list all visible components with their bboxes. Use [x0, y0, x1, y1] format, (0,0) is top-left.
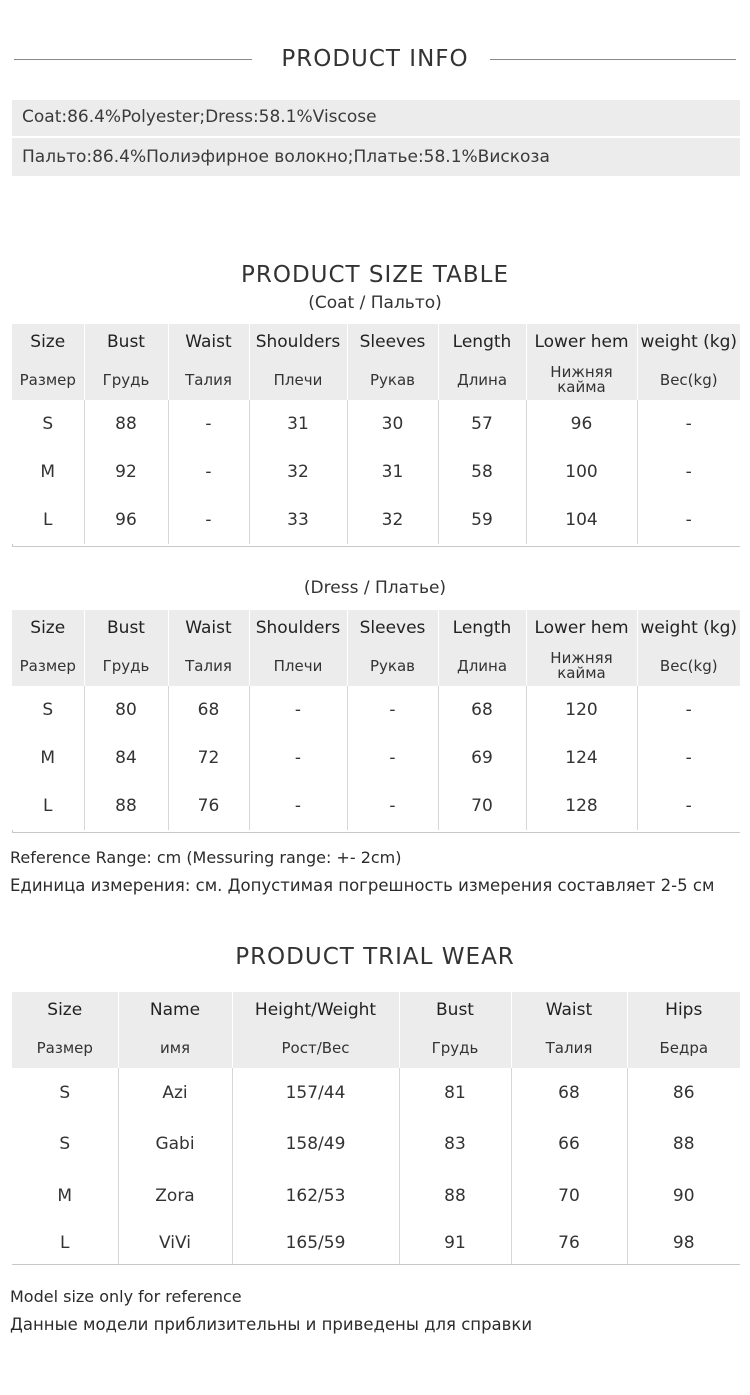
- table-cell: -: [168, 496, 249, 544]
- trial-header-en: [12, 992, 740, 1028]
- table-cell: 165/59: [232, 1222, 399, 1264]
- column-header: Waist: [511, 992, 627, 1028]
- column-header: Sleeves: [347, 610, 438, 646]
- table-cell: 80: [84, 686, 168, 734]
- table-cell: ViVi: [118, 1222, 232, 1264]
- table-cell: 88: [399, 1170, 511, 1222]
- table-cell: -: [249, 734, 347, 782]
- table-cell: 124: [526, 734, 637, 782]
- column-header: Bust: [84, 324, 168, 360]
- dress-header-ru: [12, 646, 740, 686]
- column-header-ru: Плечи: [249, 646, 347, 686]
- table-cell: 104: [526, 496, 637, 544]
- column-header: Name: [118, 992, 232, 1028]
- composition-ru: Пальто:86.4%Полиэфирное волокно;Платье:58.1%Вискоза: [12, 138, 740, 176]
- table-cell: 31: [347, 448, 438, 496]
- table-cell: 59: [438, 496, 526, 544]
- column-header: Bust: [399, 992, 511, 1028]
- table-cell: 84: [84, 734, 168, 782]
- dress-header-en: [12, 610, 740, 646]
- table-cell: 158/49: [232, 1118, 399, 1170]
- column-header: Lower hem: [526, 610, 637, 646]
- column-header-ru: Талия: [168, 646, 249, 686]
- table-row: [12, 448, 740, 496]
- column-header-ru: Бедра: [627, 1028, 740, 1068]
- table-cell: 88: [84, 400, 168, 448]
- table-cell: -: [168, 400, 249, 448]
- table-cell: 69: [438, 734, 526, 782]
- table-cell: S: [12, 686, 84, 734]
- table-cell: -: [249, 686, 347, 734]
- table-cell: 72: [168, 734, 249, 782]
- table-cell: 83: [399, 1118, 511, 1170]
- column-header: Size: [12, 324, 84, 360]
- table-row: [12, 1222, 740, 1264]
- column-header-ru: Размер: [12, 1028, 118, 1068]
- model-note-ru: Данные модели приблизительны и приведены для справки: [10, 1315, 533, 1334]
- column-header: Length: [438, 610, 526, 646]
- table-cell: 88: [84, 782, 168, 830]
- column-header: Bust: [84, 610, 168, 646]
- column-header-ru: Талия: [511, 1028, 627, 1068]
- table-cell: 66: [511, 1118, 627, 1170]
- column-header: Lower hem: [526, 324, 637, 360]
- table-cell: 128: [526, 782, 637, 830]
- coat-header-ru: [12, 360, 740, 400]
- table-cell: 96: [84, 496, 168, 544]
- dress-subtitle: (Dress / Платье): [303, 578, 447, 598]
- column-header-ru: Грудь: [84, 360, 168, 400]
- column-header: Hips: [627, 992, 740, 1028]
- table-cell: -: [249, 782, 347, 830]
- column-header: Size: [12, 992, 118, 1028]
- column-header: Height/Weight: [232, 992, 399, 1028]
- column-header-ru: Плечи: [249, 360, 347, 400]
- product-info-header: [0, 40, 750, 80]
- table-cell: 86: [627, 1068, 740, 1118]
- table-cell: S: [12, 400, 84, 448]
- table-cell: 33: [249, 496, 347, 544]
- table-cell: L: [12, 1222, 118, 1264]
- table-cell: -: [347, 686, 438, 734]
- column-header: Waist: [168, 610, 249, 646]
- trial-wear-title: PRODUCT TRIAL WEAR: [235, 944, 515, 970]
- column-header-ru: Вес(kg): [637, 360, 740, 400]
- composition-en: Coat:86.4%Polyester;Dress:58.1%Viscose: [12, 100, 740, 136]
- table-cell: 91: [399, 1222, 511, 1264]
- table-row: [12, 1118, 740, 1170]
- table-row: [12, 1068, 740, 1118]
- column-header: weight (kg): [637, 324, 740, 360]
- table-cell: M: [12, 1170, 118, 1222]
- table-cell: -: [637, 400, 740, 448]
- reference-note-ru: Единица измерения: см. Допустимая погрешность измерения составляет 2-5 см: [10, 876, 715, 895]
- column-header: Shoulders: [249, 610, 347, 646]
- table-row: [12, 734, 740, 782]
- trial-header-ru: [12, 1028, 740, 1068]
- model-note-en: Model size only for reference: [10, 1287, 242, 1306]
- coat-size-table: [12, 324, 740, 544]
- table-cell: 68: [168, 686, 249, 734]
- table-cell: 92: [84, 448, 168, 496]
- column-header: Waist: [168, 324, 249, 360]
- table-cell: 31: [249, 400, 347, 448]
- table-cell: -: [637, 686, 740, 734]
- table-cell: 100: [526, 448, 637, 496]
- table-cell: M: [12, 734, 84, 782]
- table-cell: 76: [168, 782, 249, 830]
- table-cell: S: [12, 1068, 118, 1118]
- column-header: weight (kg): [637, 610, 740, 646]
- divider-right: [490, 59, 736, 60]
- table-cell: 88: [627, 1118, 740, 1170]
- dress-size-table: [12, 610, 740, 830]
- table-cell: 120: [526, 686, 637, 734]
- table-cell: M: [12, 448, 84, 496]
- table-row: [12, 400, 740, 448]
- column-header-ru: Рост/Вес: [232, 1028, 399, 1068]
- table-cell: 162/53: [232, 1170, 399, 1222]
- table-cell: 57: [438, 400, 526, 448]
- table-cell: 70: [511, 1170, 627, 1222]
- table-cell: 90: [627, 1170, 740, 1222]
- table-row: [12, 686, 740, 734]
- table-cell: 30: [347, 400, 438, 448]
- reference-note-en: Reference Range: cm (Messuring range: +- 2cm): [10, 848, 402, 867]
- table-cell: 81: [399, 1068, 511, 1118]
- table-cell: Gabi: [118, 1118, 232, 1170]
- table-cell: Azi: [118, 1068, 232, 1118]
- coat-header-en: [12, 324, 740, 360]
- table-row: [12, 496, 740, 544]
- column-header-ru: Длина: [438, 646, 526, 686]
- table-row: [12, 1170, 740, 1222]
- column-header-ru: Длина: [438, 360, 526, 400]
- column-header: Size: [12, 610, 84, 646]
- table-cell: Zora: [118, 1170, 232, 1222]
- table-cell: -: [637, 496, 740, 544]
- table-cell: 96: [526, 400, 637, 448]
- table-cell: -: [637, 734, 740, 782]
- column-header-ru: Размер: [12, 360, 84, 400]
- table-cell: -: [347, 782, 438, 830]
- column-header-ru: Нижняя кайма: [526, 646, 637, 686]
- table-cell: 70: [438, 782, 526, 830]
- column-header-ru: Рукав: [347, 646, 438, 686]
- column-header-ru: Размер: [12, 646, 84, 686]
- table-cell: 68: [438, 686, 526, 734]
- table-cell: 32: [249, 448, 347, 496]
- product-info-title: PRODUCT INFO: [281, 46, 469, 72]
- size-table-title: PRODUCT SIZE TABLE: [240, 262, 510, 288]
- table-cell: -: [637, 448, 740, 496]
- table-cell: -: [637, 782, 740, 830]
- table-cell: -: [347, 734, 438, 782]
- table-cell: 98: [627, 1222, 740, 1264]
- table-cell: 68: [511, 1068, 627, 1118]
- column-header-ru: Грудь: [84, 646, 168, 686]
- table-cell: 157/44: [232, 1068, 399, 1118]
- column-header-ru: Нижняя кайма: [526, 360, 637, 400]
- column-header-ru: имя: [118, 1028, 232, 1068]
- table-cell: L: [12, 782, 84, 830]
- column-header: Length: [438, 324, 526, 360]
- column-header-ru: Грудь: [399, 1028, 511, 1068]
- table-cell: 76: [511, 1222, 627, 1264]
- table-row: [12, 782, 740, 830]
- coat-subtitle: (Coat / Пальто): [308, 293, 442, 313]
- column-header-ru: Талия: [168, 360, 249, 400]
- column-header: Shoulders: [249, 324, 347, 360]
- column-header: Sleeves: [347, 324, 438, 360]
- table-cell: S: [12, 1118, 118, 1170]
- column-header-ru: Рукав: [347, 360, 438, 400]
- column-header-ru: Вес(kg): [637, 646, 740, 686]
- table-cell: 32: [347, 496, 438, 544]
- table-cell: -: [168, 448, 249, 496]
- table-cell: 58: [438, 448, 526, 496]
- table-cell: L: [12, 496, 84, 544]
- trial-wear-table: [12, 992, 740, 1264]
